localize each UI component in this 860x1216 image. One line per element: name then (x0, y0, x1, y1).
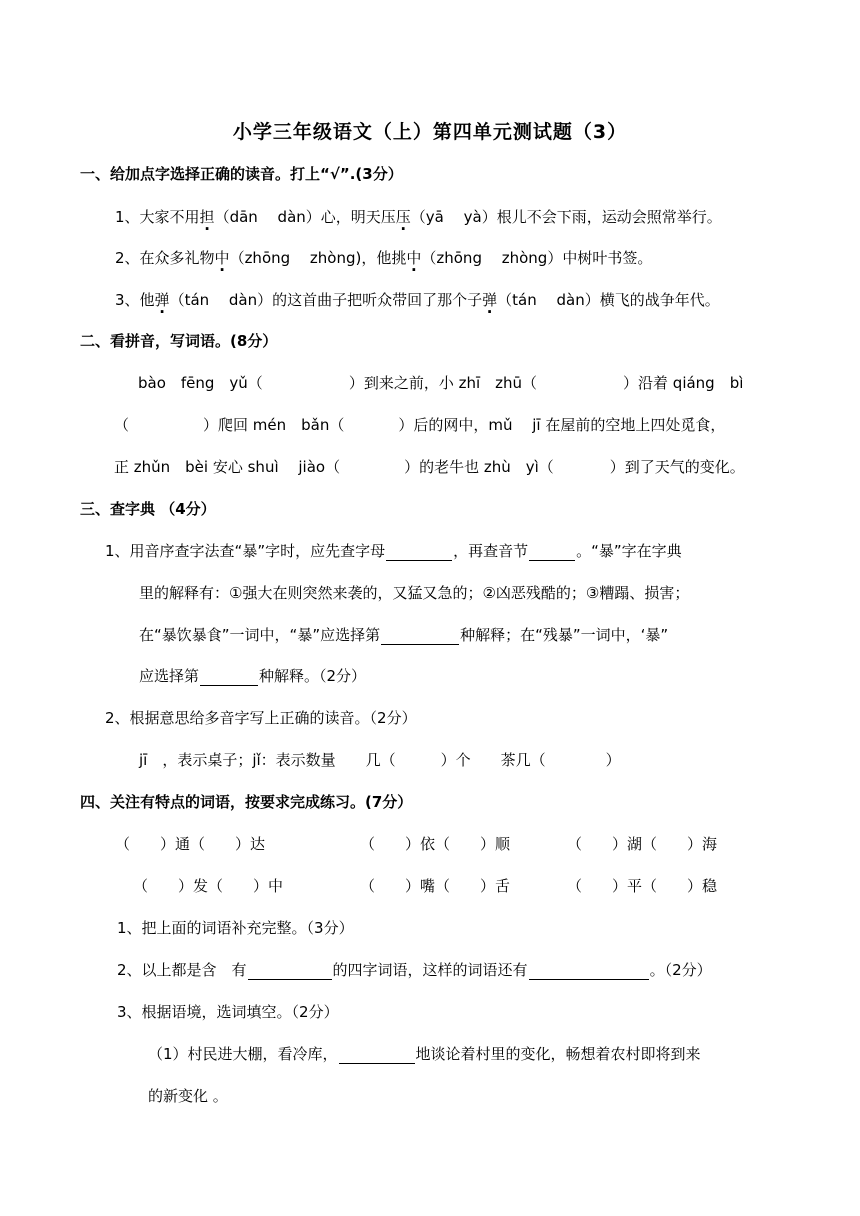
s3-question-1a: 1、用音序查字法查“暴”字时，应先查字母 ，再查音节 。“暴”字在字典 (105, 542, 682, 560)
s1-question-1: 1、大家不用担（dān dàn）心，明天压压（yā yà）根儿不会下雨，运动会照常举行。 (115, 208, 722, 226)
section-1-heading: 一、给加点字选择正确的读音。打上“√”.(3分） (80, 165, 403, 183)
section-3-heading: 三、查字典 （4分） (80, 500, 216, 518)
dotted-char: 弹 (154, 291, 170, 309)
dotted-char: 弹 (482, 291, 498, 309)
s4-question-3b: 的新变化 。 (148, 1087, 228, 1105)
s2-line-1: bào fēng yǔ（ ）到来之前，小 zhī zhū（ ）沿着 qiáng bì (138, 374, 744, 392)
answer-blank[interactable] (381, 628, 459, 645)
s1-question-2: 2、在众多礼物中（zhōng zhòng)，他挑中（zhōng zhòng）中树叶书签。 (115, 249, 653, 267)
s4-words-row-1: （ ）通（ ）达 （ ）依（ ）顺 （ ）湖（ ）海 (115, 835, 718, 853)
s3-question-1b: 里的解释有：①强大在则突然来袭的，又猛又急的；②凶恶残酷的；③糟蹋、损害； (139, 584, 690, 602)
s3-question-1d: 应选择第 种解释。（2分） (139, 667, 367, 685)
s4-question-3a: （1）村民进大棚，看冷库， 地谈论着村里的变化，畅想着农村即将到来 (148, 1045, 701, 1063)
s2-line-3: 正 zhǔn bèi 安心 shuì jiào（ ）的老牛也 zhù yì（ ）到了天气的变化。 (114, 458, 745, 476)
section-4-heading: 四、关注有特点的词语，按要求完成练习。(7分） (80, 793, 413, 811)
s3-question-2: 2、根据意思给多音字写上正确的读音。（2分） (105, 709, 417, 727)
answer-blank[interactable] (386, 544, 452, 561)
s2-line-2: （ ）爬回 mén bǎn（ ）后的网中，mǔ jī 在屋前的空地上四处觅食， (114, 416, 726, 434)
dotted-char: 担 (199, 208, 215, 226)
answer-blank[interactable] (339, 1047, 415, 1064)
s4-words-row-2: （ ）发（ ）中 （ ）嘴（ ）舌 （ ）平（ ）稳 (133, 877, 718, 895)
page-title: 小学三年级语文（上）第四单元测试题（3） (232, 121, 628, 143)
dotted-char: 压 (395, 208, 411, 226)
dotted-char: 中 (406, 249, 422, 267)
section-2-heading: 二、看拼音，写词语。(8分） (80, 332, 278, 350)
answer-blank[interactable] (200, 669, 258, 686)
answer-blank[interactable] (529, 544, 575, 561)
s4-question-1: 1、把上面的词语补充完整。（3分） (117, 919, 354, 937)
s4-question-3: 3、根据语境，选词填空。（2分） (117, 1003, 339, 1021)
s3-question-1c: 在“暴饮暴食”一词中，“暴”应选择第 种解释；在“残暴”一词中，‘暴” (139, 626, 669, 644)
dotted-char: 中 (214, 249, 230, 267)
answer-blank[interactable] (529, 963, 649, 980)
s3-question-2b: jī ，表示桌子；jǐ：表示数量 几（ ）个 茶几（ ） (139, 751, 621, 769)
answer-blank[interactable] (248, 963, 332, 980)
s4-question-2: 2、以上都是含 有 的四字词语，这样的词语还有 。（2分） (117, 961, 712, 979)
s1-question-3: 3、他弹（tán dàn）的这首曲子把听众带回了那个子弹（tán dàn）横飞的战争年代。 (115, 291, 720, 309)
